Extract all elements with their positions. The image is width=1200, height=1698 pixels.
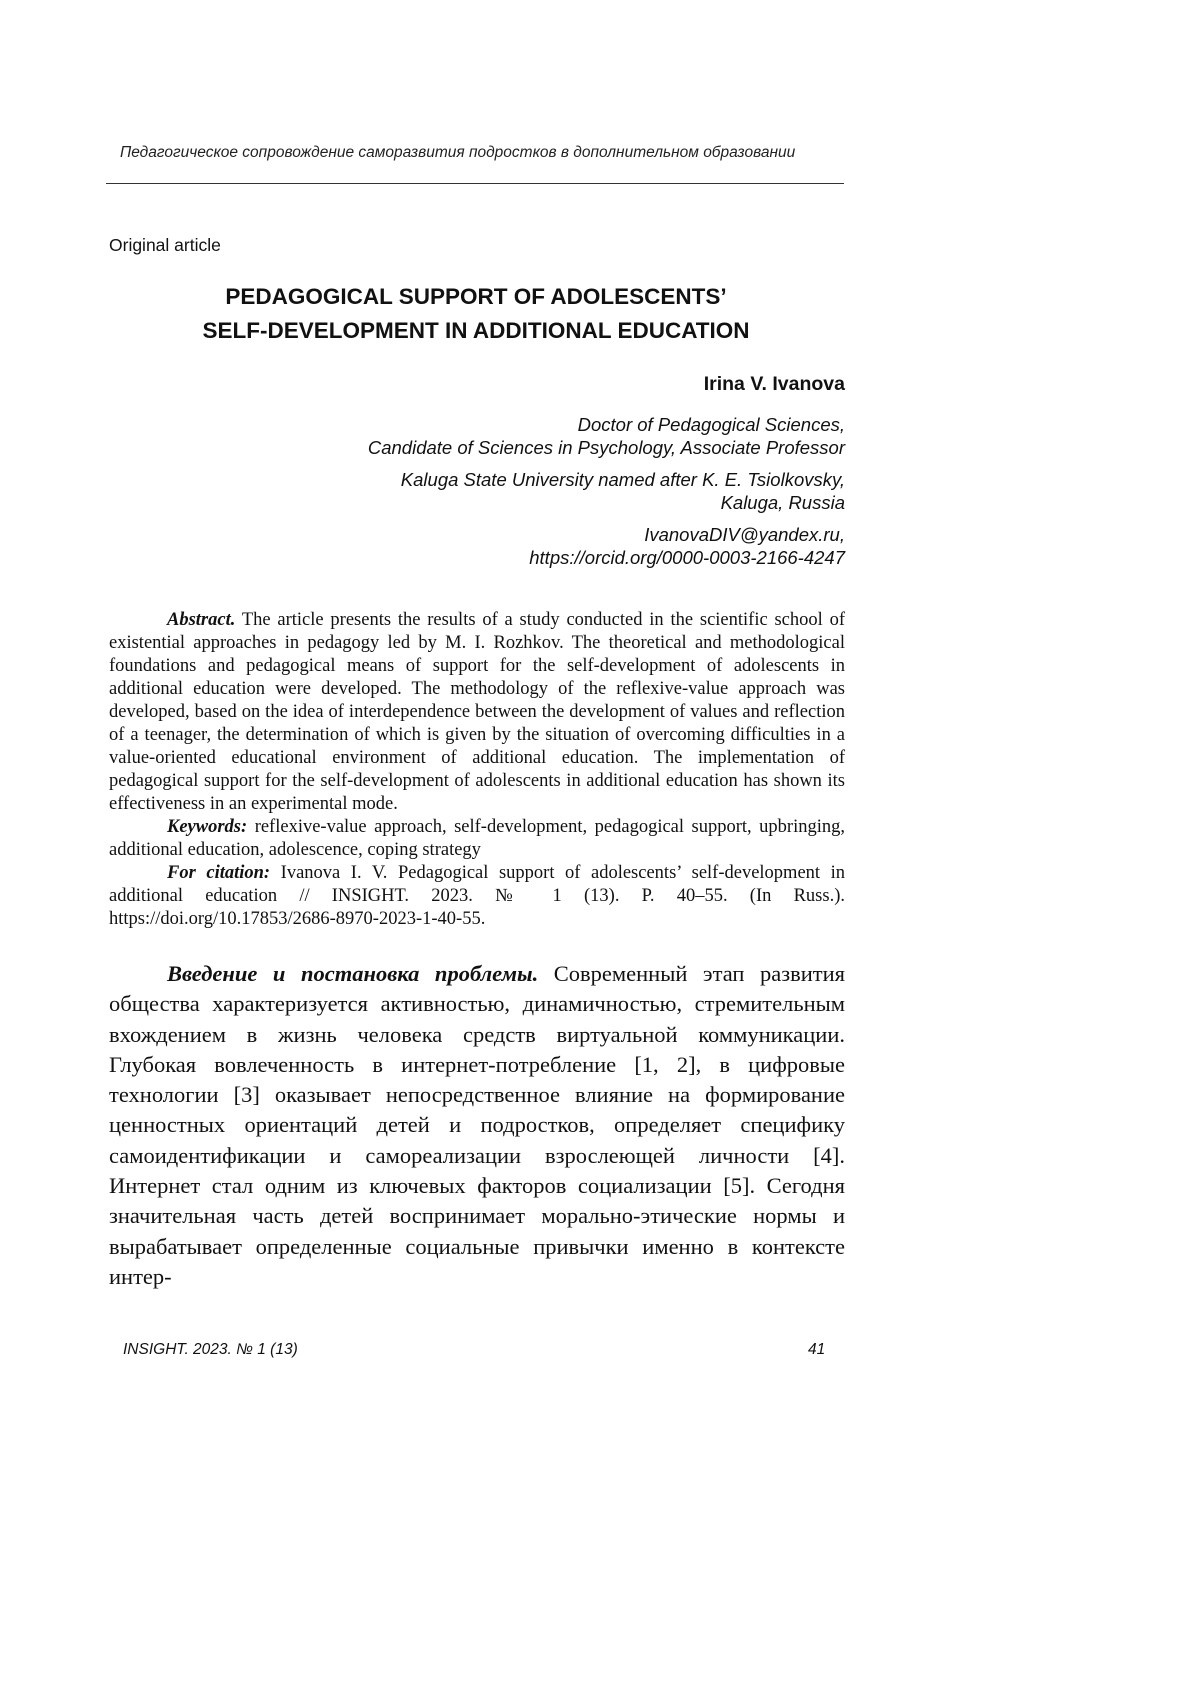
- abstract-label: Abstract.: [167, 610, 236, 630]
- intro-text: Современный этап развития общества характеризуется активностью, динамичностью, стремительным вхождением в жизнь человека средств виртуальной коммуникации. Глубокая вовлеченность в интернет-потребление [1, 2], в цифровые технологии [3] оказывает непосредственное влияние на формирование ценностных ориентаций детей и подростков, определяет специфику самоидентификации и самореализации взрослеющей личности [4]. Интернет стал одним из ключевых факторов социализации [5]. Сегодня значительная часть детей воспринимает морально-этические нормы и вырабатывает определенные социальные привычки именно в контексте интер-: [109, 961, 846, 1289]
- abstract-paragraph: [109, 609, 845, 816]
- abstract-text: The article presents the results of a study conducted in the scientific school of existential approaches in pedagogy led by M. I. Rozhkov. The theoretical and methodological foundations and pedagogical means of support for the self-development of adolescents in additional education were developed. The methodology of the reflexive-value approach was developed, based on the idea of interdependence between the development of values and reflection of a teenager, the determination of which is given by the situation of overcoming difficulties in a value-oriented educational environment of additional education. The implementation of pedagogical support for the self-development of adolescents in additional education has shown its effectiveness in an experimental mode.: [109, 610, 845, 814]
- author-email-link[interactable]: IvanovaDIV@yandex.ru,: [644, 524, 845, 545]
- author-orcid-link[interactable]: https://orcid.org/0000-0003-2166-4247: [529, 547, 845, 568]
- intro-heading: Введение и постановка проблемы.: [167, 961, 539, 986]
- author-degree-line-1: Doctor of Pedagogical Sciences,: [577, 414, 845, 435]
- citation-label: For citation:: [167, 863, 271, 883]
- citation-paragraph: [109, 862, 845, 931]
- footer-journal: INSIGHT. 2023. № 1 (13): [123, 1341, 298, 1358]
- author-contacts: [285, 523, 845, 569]
- author-block: [285, 372, 845, 578]
- author-university-line-1: Kaluga State University named after K. E. Tsiolkovsky,: [400, 469, 845, 490]
- title-line-1: PEDAGOGICAL SUPPORT OF ADOLESCENTS’: [225, 284, 727, 309]
- intro-paragraph: [109, 959, 845, 1292]
- intro-section: [109, 959, 845, 1292]
- abstract-block: [109, 609, 845, 931]
- author-university-line-2: Kaluga, Russia: [720, 492, 845, 513]
- author-degree: [285, 413, 845, 459]
- page-number: 41: [808, 1341, 826, 1358]
- article-type: Original article: [109, 235, 221, 255]
- citation-text: Ivanova I. V. Pedagogical support of adolescents’ self-development in additional education // INSIGHT. 2023. № 1 (13). P. 40–55. (In Russ.). https://doi.org/10.17853/2686-8970-2023-1-40-55.: [109, 863, 846, 929]
- keywords-paragraph: [109, 816, 845, 862]
- article-title: [106, 280, 846, 348]
- title-line-2: SELF-DEVELOPMENT IN ADDITIONAL EDUCATION: [202, 318, 750, 343]
- keywords-text: reflexive-value approach, self-development, pedagogical support, upbringing, additional education, adolescence, coping strategy: [109, 817, 845, 860]
- author-university: [285, 468, 845, 514]
- author-name: Irina V. Ivanova: [703, 373, 845, 395]
- running-header: Педагогическое сопровождение саморазвития подростков в дополнительном образовании: [120, 144, 796, 161]
- header-divider: [106, 183, 844, 184]
- keywords-label: Keywords:: [167, 817, 248, 837]
- author-degree-line-2: Candidate of Sciences in Psychology, Associate Professor: [367, 437, 845, 458]
